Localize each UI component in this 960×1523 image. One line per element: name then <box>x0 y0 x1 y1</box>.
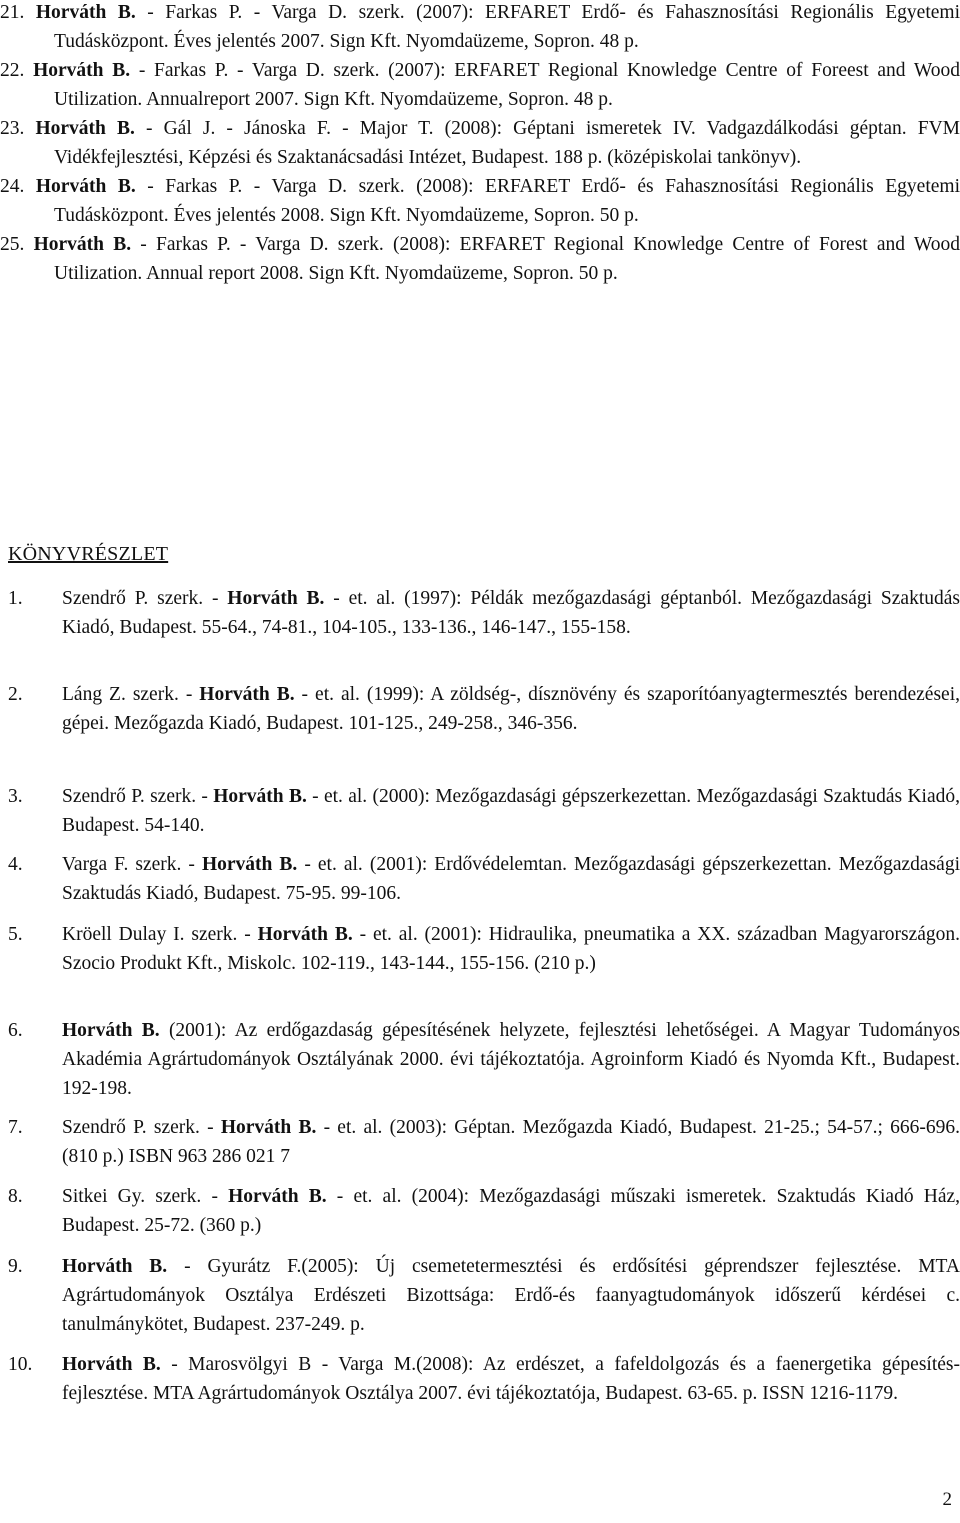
ref-author: Horváth B. <box>35 118 135 139</box>
book-ref-1 <box>0 584 960 642</box>
book-ref-author: Horváth B. <box>257 924 353 945</box>
ref-prefix: 22. <box>0 60 34 81</box>
book-ref-editor: Szendrő P. szerk. - <box>62 588 228 609</box>
book-ref-text: - et. al. (2004): Mezőgazdasági műszaki ismeretek. Szaktudás Kiadó Ház, Budapest. 25-72. (360 p.) <box>62 1186 960 1236</box>
reference-23 <box>0 114 960 172</box>
book-ref-number: 4. <box>8 854 23 875</box>
book-ref-author: Horváth B. <box>201 854 298 875</box>
book-ref-editor: Szendrő P. szerk. - <box>62 1117 221 1138</box>
ref-prefix: 23. <box>0 118 36 139</box>
book-ref-5 <box>0 920 960 978</box>
book-ref-text: - Marosvölgyi B - Varga M.(2008): Az erdészet, a fafeldolgozás és a faenergetika gépesítés-fejlesztése. MTA Agrártudományok Osztálya 2007. évi tájékoztatója, Budapest. 63-65. p. ISSN 1216-1179. <box>62 1354 960 1404</box>
book-ref-number: 10. <box>8 1354 33 1375</box>
book-ref-10 <box>0 1350 960 1408</box>
book-ref-author: Horváth B. <box>62 1354 161 1375</box>
book-ref-text: - et. al. (1999): A zöldség-, dísznövény és szaporítóanyagtermesztés berendezései, gépei. Mezőgazda Kiadó, Budapest. 101-125., 249-258., 346-356. <box>62 684 960 734</box>
book-ref-number: 5. <box>8 924 23 945</box>
book-ref-author: Horváth B. <box>220 1117 317 1138</box>
ref-text: - Farkas P. - Varga D. szerk. (2008): ERFARET Erdő- és Fahasznosítási Regionális Egyetemi Tudásközpont. Éves jelentés 2008. Sign Kft. Nyomdaüzeme, Sopron. 50 p. <box>54 176 960 226</box>
book-ref-6 <box>0 1016 960 1103</box>
ref-prefix: 25. <box>0 234 34 255</box>
reference-22 <box>0 56 960 114</box>
book-ref-text: - et. al. (2001): Erdővédelemtan. Mezőgazdasági gépszerkezettan. Mezőgazdasági Szaktudás Kiadó, Budapest. 75-95. 99-106. <box>62 854 960 904</box>
book-ref-2 <box>0 680 960 738</box>
book-ref-editor: Szendrő P. szerk. - <box>62 786 214 807</box>
book-ref-author: Horváth B. <box>213 786 307 807</box>
book-ref-number: 2. <box>8 684 23 705</box>
ref-text: - Farkas P. - Varga D. szerk. (2008): ERFARET Regional Knowledge Centre of Forest and Wood Utilization. Annual report 2008. Sign Kft. Nyomdaüzeme, Sopron. 50 p. <box>54 234 960 284</box>
book-ref-number: 9. <box>8 1256 23 1277</box>
reference-25 <box>0 230 960 288</box>
book-ref-7 <box>0 1113 960 1171</box>
ref-text: - Gál J. - Jánoska F. - Major T. (2008): Géptani ismeretek IV. Vadgazdálkodási géptan. FVM Vidékfejlesztési, Képzési és Szaktanácsadási Intézet, Budapest. 188 p. (középiskolai tankönyv). <box>54 118 960 168</box>
book-ref-text: - Gyurátz F.(2005): Új csemetetermesztési és erdősítési géprendszer fejlesztése. MTA Agrártudományok Osztálya Erdészeti Bizottsága: Erdő-és faanyagtudományok időszerű kérdései c. tanulmánykötet, Budapest. 237-249. p. <box>62 1256 960 1335</box>
book-ref-text: - et. al. (2001): Hidraulika, pneumatika a XX. században Magyarországon. Szocio Produkt Kft., Miskolc. 102-119., 143-144., 155-156. (210 p.) <box>62 924 960 974</box>
ref-author: Horváth B. <box>33 60 131 81</box>
book-ref-author: Horváth B. <box>62 1256 168 1277</box>
book-ref-9 <box>0 1252 960 1339</box>
book-ref-author: Horváth B. <box>62 1020 160 1041</box>
book-ref-author: Horváth B. <box>199 684 295 705</box>
book-ref-author: Horváth B. <box>227 588 325 609</box>
ref-author: Horváth B. <box>35 2 136 23</box>
ref-text: - Farkas P. - Varga D. szerk. (2007): ERFARET Regional Knowledge Centre of Foreest and Wood Utilization. Annualreport 2007. Sign Kft. Nyomdaüzeme, Sopron. 48 p. <box>54 60 960 110</box>
book-ref-3 <box>0 782 960 840</box>
book-ref-number: 7. <box>8 1117 23 1138</box>
book-ref-text: (2001): Az erdőgazdaság gépesítésének helyzete, fejlesztési lehetőségei. A Magyar Tudományos Akadémia Agrártudományok Osztályának 2000. évi tájékoztatója. Agroinform Kiadó és Nyomda Kft., Budapest. 192-198. <box>62 1020 960 1099</box>
ref-prefix: 24. <box>0 176 36 197</box>
book-ref-4 <box>0 850 960 908</box>
book-ref-text: - et. al. (2000): Mezőgazdasági gépszerkezettan. Mezőgazdasági Szaktudás Kiadó, Budapest. 54-140. <box>62 786 960 836</box>
section-title: KÖNYVRÉSZLET <box>8 543 169 565</box>
book-ref-8 <box>0 1182 960 1240</box>
book-ref-number: 1. <box>8 588 23 609</box>
book-ref-editor: Varga F. szerk. - <box>62 854 202 875</box>
ref-prefix: 21. <box>0 2 36 23</box>
book-ref-number: 8. <box>8 1186 23 1207</box>
page-number: 2 <box>942 1489 952 1510</box>
book-ref-editor: Sitkei Gy. szerk. - <box>62 1186 229 1207</box>
ref-author: Horváth B. <box>35 176 136 197</box>
book-ref-number: 6. <box>8 1020 23 1041</box>
book-ref-editor: Láng Z. szerk. - <box>62 684 200 705</box>
book-ref-author: Horváth B. <box>228 1186 327 1207</box>
reference-list-continued <box>0 0 960 288</box>
book-ref-text: - et. al. (2003): Géptan. Mezőgazda Kiadó, Budapest. 21-25.; 54-57.; 666-696. (810 p.) ISBN 963 286 021 7 <box>62 1117 960 1167</box>
book-ref-number: 3. <box>8 786 23 807</box>
book-ref-text: - et. al. (1997): Példák mezőgazdasági géptanból. Mezőgazdasági Szaktudás Kiadó, Budapest. 55-64., 74-81., 104-105., 133-136., 146-147., 155-158. <box>62 588 960 638</box>
ref-text: - Farkas P. - Varga D. szerk. (2007): ERFARET Erdő- és Fahasznosítási Regionális Egyetemi Tudásközpont. Éves jelentés 2007. Sign Kft. Nyomdaüzeme, Sopron. 48 p. <box>54 2 960 52</box>
reference-21 <box>0 0 960 56</box>
ref-author: Horváth B. <box>33 234 132 255</box>
book-ref-editor: Kröell Dulay I. szerk. - <box>62 924 258 945</box>
reference-24 <box>0 172 960 230</box>
